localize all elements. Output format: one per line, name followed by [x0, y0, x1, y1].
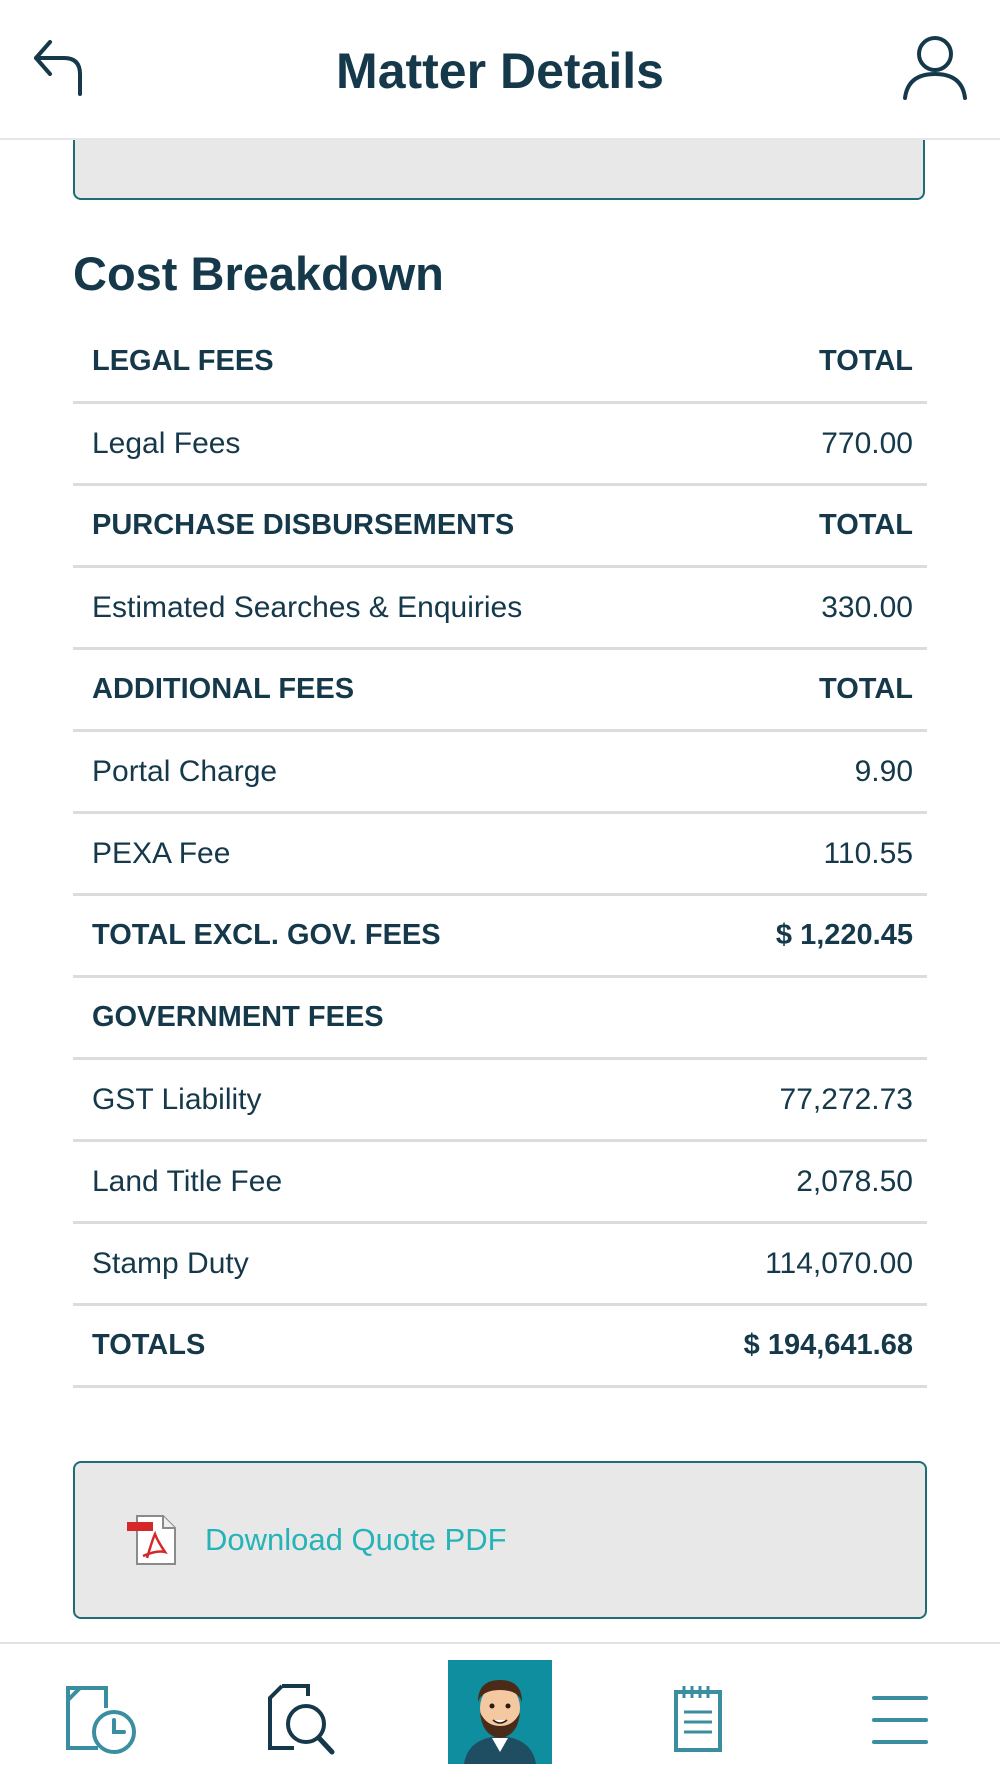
menu-icon[interactable]	[862, 1682, 938, 1758]
table-header-row	[73, 322, 927, 404]
table-header-row	[73, 978, 927, 1060]
row-amount: 9.90	[854, 754, 913, 788]
page-title: Matter Details	[336, 43, 664, 99]
table-header-row	[73, 896, 927, 978]
history-document-icon[interactable]	[62, 1682, 138, 1758]
row-label: Portal Charge	[92, 754, 278, 788]
download-quote-pdf-button[interactable]	[73, 1461, 927, 1619]
table-row	[73, 1142, 927, 1224]
table-row	[73, 1224, 927, 1306]
row-label: Estimated Searches & Enquiries	[92, 590, 523, 624]
bearded-man-avatar-icon	[448, 1660, 552, 1764]
row-amount: 330.00	[821, 590, 913, 624]
row-label: Land Title Fee	[92, 1164, 283, 1198]
table-row	[73, 732, 927, 814]
user-icon[interactable]	[900, 32, 970, 102]
row-label: PURCHASE DISBURSEMENTS	[92, 509, 515, 541]
row-amount: $ 194,641.68	[743, 1329, 913, 1361]
app-header	[0, 0, 1000, 140]
download-label: Download Quote PDF	[205, 1522, 507, 1557]
row-amount: 110.55	[823, 836, 913, 870]
table-row	[73, 1060, 927, 1142]
row-amount: TOTAL	[819, 673, 913, 705]
table-header-row	[73, 486, 927, 568]
row-label: GOVERNMENT FEES	[92, 1001, 384, 1033]
row-amount: $ 1,220.45	[775, 919, 913, 951]
row-label: Stamp Duty	[92, 1246, 249, 1280]
table-row	[73, 814, 927, 896]
row-label: LEGAL FEES	[92, 345, 274, 377]
row-amount: 114,070.00	[765, 1246, 913, 1280]
row-label: PEXA Fee	[92, 836, 231, 870]
search-document-icon[interactable]	[262, 1682, 338, 1758]
cost-breakdown-table	[73, 322, 927, 1388]
row-amount: TOTAL	[819, 345, 913, 377]
row-amount: 2,078.50	[796, 1164, 913, 1198]
row-label: ADDITIONAL FEES	[92, 673, 355, 705]
row-label: TOTAL EXCL. GOV. FEES	[92, 919, 441, 951]
row-label: TOTALS	[92, 1329, 206, 1361]
table-row	[73, 404, 927, 486]
avatar[interactable]	[448, 1660, 552, 1764]
row-amount: 77,272.73	[779, 1082, 913, 1116]
bottom-navigation	[0, 1642, 1000, 1780]
row-label: Legal Fees	[92, 426, 241, 460]
table-row	[73, 568, 927, 650]
table-header-row	[73, 650, 927, 732]
notepad-icon[interactable]	[662, 1682, 738, 1758]
row-label: GST Liability	[92, 1082, 262, 1116]
table-header-row	[73, 1306, 927, 1388]
pdf-file-icon	[125, 1512, 181, 1568]
row-amount: 770.00	[821, 426, 913, 460]
section-title: Cost Breakdown	[73, 247, 444, 300]
row-amount: TOTAL	[819, 509, 913, 541]
